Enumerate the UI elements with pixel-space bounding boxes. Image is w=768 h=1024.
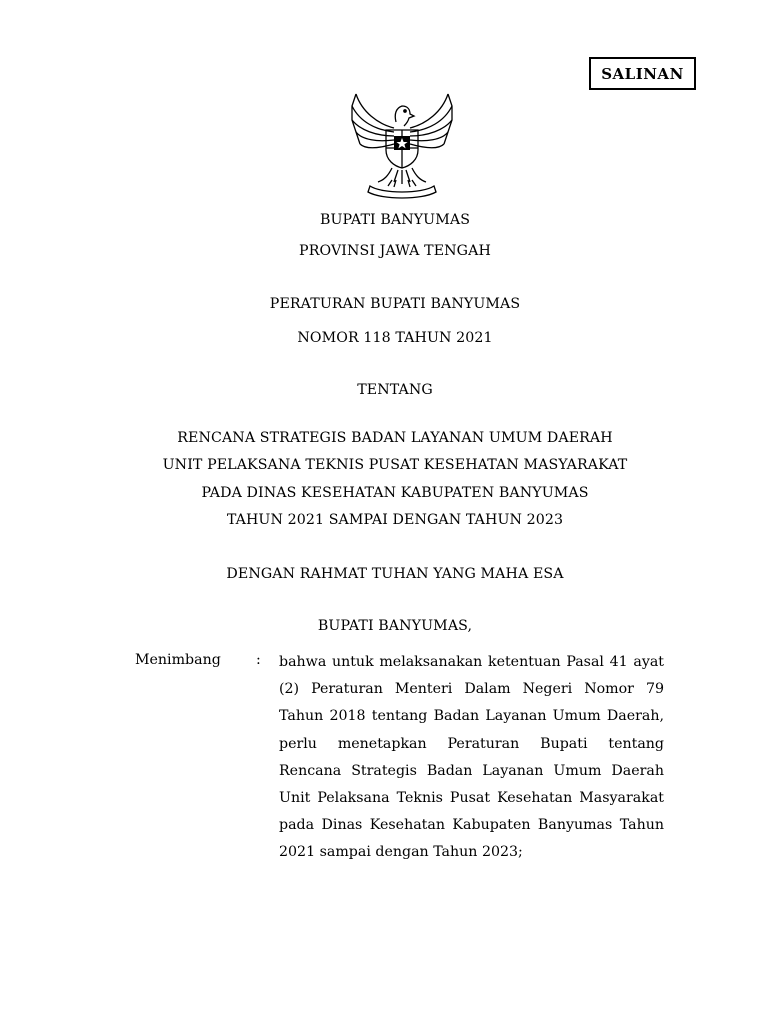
subject-line: UNIT PELAKSANA TEKNIS PUSAT KESEHATAN MASYARAKAT [162, 457, 628, 473]
considering-label: Menimbang [135, 652, 221, 668]
subject-line: TAHUN 2021 SAMPAI DENGAN TAHUN 2023 [226, 512, 564, 528]
about-heading: TENTANG [357, 382, 433, 398]
garuda-emblem-icon [348, 88, 456, 200]
regulation-title: PERATURAN BUPATI BANYUMAS [269, 296, 521, 312]
subject-line: RENCANA STRATEGIS BADAN LAYANAN UMUM DAERAH [177, 430, 613, 446]
issuer-heading: BUPATI BANYUMAS, [317, 618, 473, 634]
province-heading: PROVINSI JAWA TENGAH [299, 243, 491, 259]
regulation-number: NOMOR 118 TAHUN 2021 [297, 330, 493, 346]
subject-line: PADA DINAS KESEHATAN KABUPATEN BANYUMAS [201, 485, 589, 501]
copy-stamp: SALINAN [589, 57, 696, 90]
considering-text: bahwa untuk melaksanakan ketentuan Pasal 41 ayat (2) Peraturan Menteri Dalam Negeri Nomor 79 Tahun 2018 tentang Badan Layanan Umum Daerah, perlu menetapkan Peraturan Bupati tentang Rencana Strategis Badan Layanan Umum Daerah Unit Pelaksana Teknis Pusat Kesehatan Masyarakat pada Dinas Kesehatan Kabupaten Banyumas Tahun 2021 sampai dengan Tahun 2023; [279, 654, 664, 861]
invocation: DENGAN RAHMAT TUHAN YANG MAHA ESA [226, 566, 564, 582]
official-heading: BUPATI BANYUMAS [319, 212, 471, 228]
considering-colon: : [256, 652, 261, 668]
